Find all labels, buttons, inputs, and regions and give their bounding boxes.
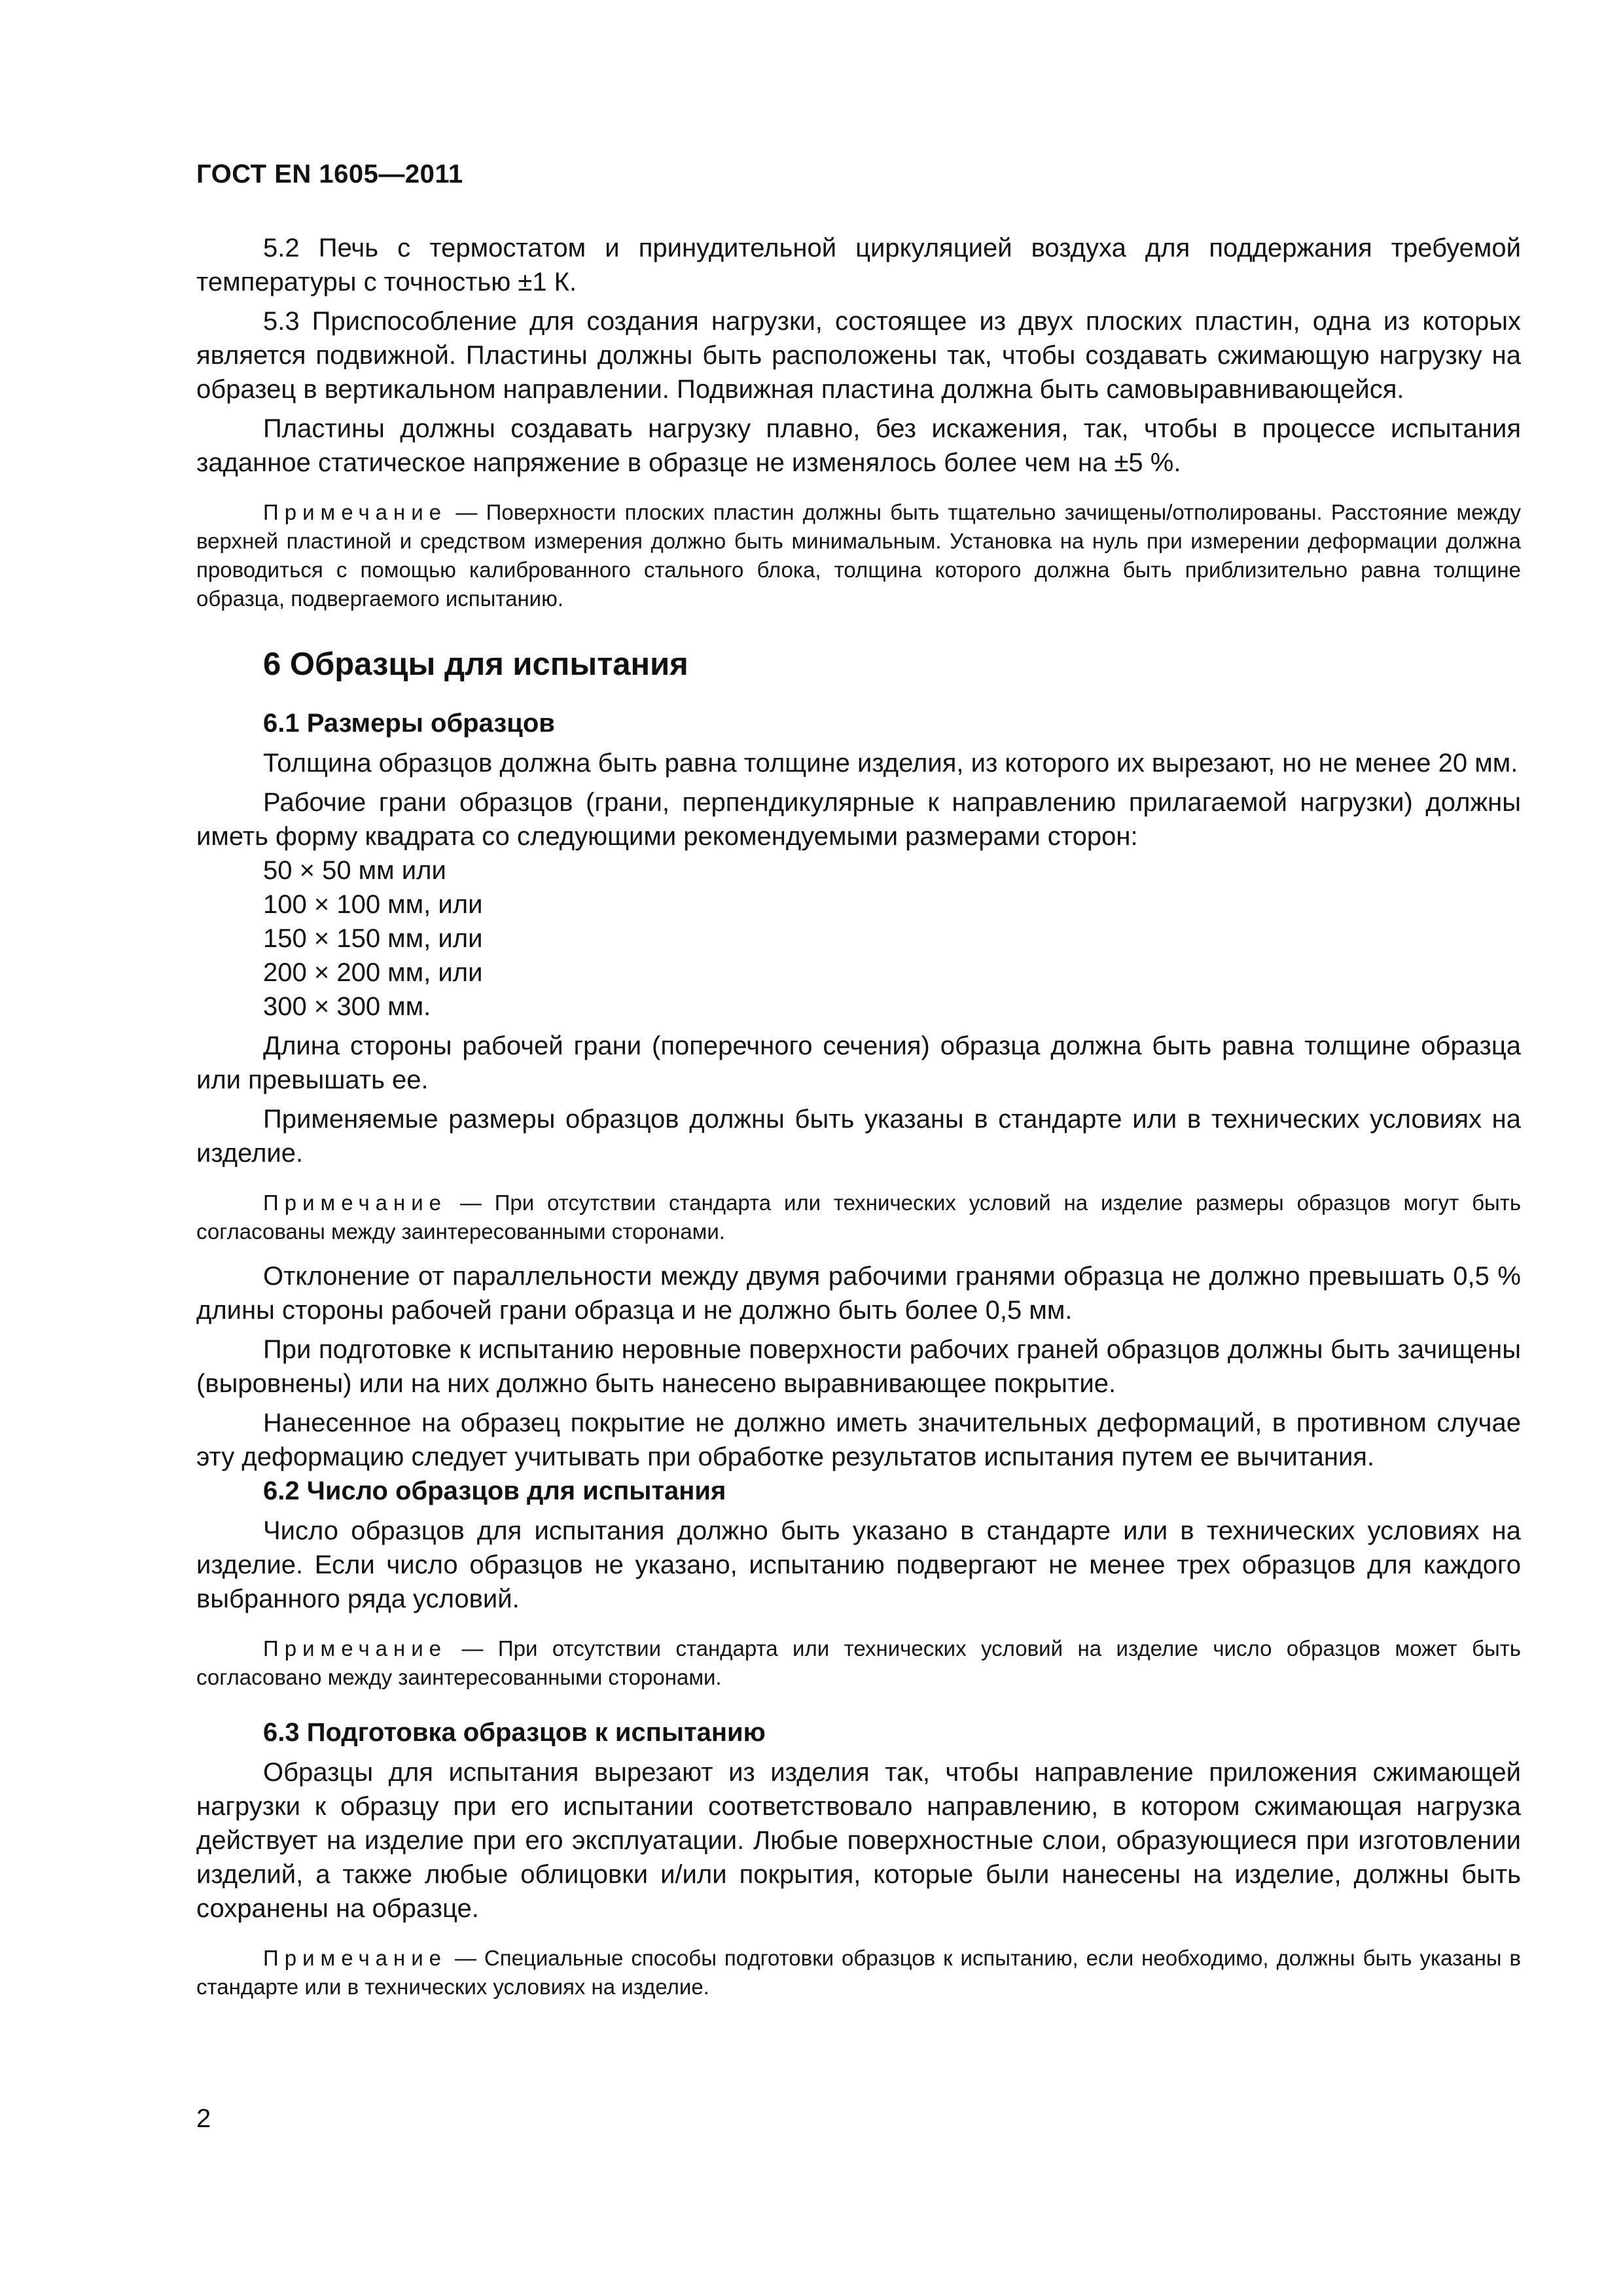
size-list-item: 100 × 100 мм, или	[263, 890, 483, 919]
section-heading-6: 6 Образцы для испытания	[263, 647, 688, 682]
paragraph-5-2: 5.2 Печь с термостатом и принудительной циркуляцией воздуха для поддержания требуемой температуры с точностью ±1 К.	[196, 234, 1521, 296]
note-1	[196, 498, 1521, 613]
note-3	[196, 1634, 1521, 1692]
paragraph-6-2: Число образцов для испытания должно быть указано в стандарте или в технических условиях на изделие. Если число образцов не указано, испытанию подвергают не менее трех образцов для каждого выбранного ряда условий.	[196, 1516, 1521, 1613]
paragraph-6-3: Образцы для испытания вырезают из изделия так, чтобы направление приложения сжимающей нагрузки к образцу при его испытании соответствовало направлению, в котором сжимающая нагрузка действует на изделие при его эксплуатации. Любые поверхностные слои, образующиеся при изготовлении изделий, а также любые облицовки и/или покрытия, которые были нанесены на изделие, должны быть сохранены на образце.	[196, 1758, 1521, 1923]
note-4	[196, 1944, 1521, 2001]
paragraph-6-1-surfaces: При подготовке к испытанию неровные поверхности рабочих граней образцов должны быть зачищены (выровнены) или на них должно быть нанесено выравнивающее покрытие.	[196, 1335, 1521, 1398]
note-text: — При отсутствии стандарта или технических условий на изделие число образцов может быть согласовано между заинтересованными сторонами.	[196, 1636, 1521, 1689]
size-list-item: 50 × 50 мм или	[263, 856, 446, 885]
paragraph-5-3: 5.3 Приспособление для создания нагрузки, состоящее из двух плоских пластин, одна из которых является подвижной. Пластины должны быть расположены так, чтобы создавать сжимающую нагрузку на образец в вертикальном направлении. Подвижная пластина должна быть самовыравнивающейся.	[196, 307, 1521, 404]
note-label: Примечание	[263, 1191, 448, 1215]
section-heading-6-1: 6.1 Размеры образцов	[263, 709, 555, 738]
note-text: — При отсутствии стандарта или технических условий на изделие размеры образцов могут быть согласованы между заинтересованными сторонами.	[196, 1191, 1522, 1244]
paragraph-6-1-applied-sizes: Применяемые размеры образцов должны быть указаны в стандарте или в технических условиях на изделие.	[196, 1105, 1521, 1168]
section-heading-6-2: 6.2 Число образцов для испытания	[263, 1477, 726, 1505]
size-list-item: 300 × 300 мм.	[263, 992, 431, 1021]
document-body	[196, 226, 1521, 2015]
note-label: Примечание	[263, 500, 448, 524]
paragraph-5-3-plates: Пластины должны создавать нагрузку плавно, без искажения, так, чтобы в процессе испытания заданное статическое напряжение в образце не изменялось более чем на ±5 %.	[196, 414, 1521, 477]
paragraph-6-1-faces: Рабочие грани образцов (грани, перпендикулярные к направлению прилагаемой нагрузки) должны иметь форму квадрата со следующими рекомендуемыми размерами сторон:	[196, 788, 1521, 851]
note-text: — Специальные способы подготовки образцов к испытанию, если необходимо, должны быть указаны в стандарте или в технических условиях на изделие.	[196, 1946, 1521, 1999]
note-label: Примечание	[263, 1636, 448, 1660]
note-2	[196, 1189, 1521, 1246]
paragraph-6-1-parallelism: Отклонение от параллельности между двумя рабочими гранями образца не должно превышать 0,5 % длины стороны рабочей грани образца и не должно быть более 0,5 мм.	[196, 1262, 1521, 1325]
note-label: Примечание	[263, 1946, 448, 1970]
document-header: ГОСТ EN 1605—2011	[196, 160, 463, 188]
section-heading-6-3: 6.3 Подготовка образцов к испытанию	[263, 1718, 766, 1747]
paragraph-6-1-side-length: Длина стороны рабочей грани (поперечного сечения) образца должна быть равна толщине образца или превышать ее.	[196, 1031, 1521, 1094]
paragraph-6-1-thickness: Толщина образцов должна быть равна толщине изделия, из которого их вырезают, но не менее 20 мм.	[263, 749, 1518, 778]
size-list	[196, 853, 1521, 1024]
note-text: — Поверхности плоских пластин должны быть тщательно зачищены/отполированы. Расстояние между верхней пластиной и средством измерения должно быть минимальным. Установка на нуль при измерении деформации должна проводиться с помощью калиброванного стального блока, толщина которого должна быть приблизительно равна толщине образца, подвергаемого испытанию.	[196, 500, 1521, 611]
paragraph-6-1-coating: Нанесенное на образец покрытие не должно иметь значительных деформаций, в противном случае эту деформацию следует учитывать при обработке результатов испытания путем ее вычитания.	[196, 1408, 1521, 1471]
size-list-item: 150 × 150 мм, или	[263, 924, 483, 953]
page-number: 2	[196, 2104, 211, 2133]
size-list-item: 200 × 200 мм, или	[263, 958, 483, 987]
